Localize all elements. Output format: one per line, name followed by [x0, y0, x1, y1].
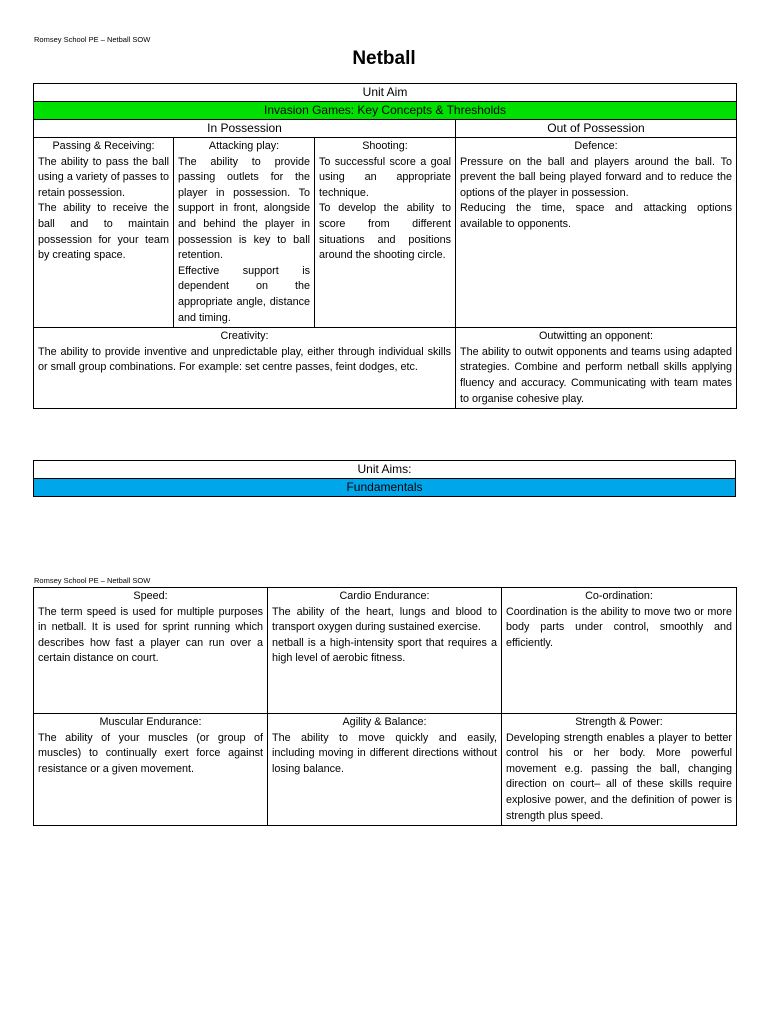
page-title: Netball: [352, 48, 416, 69]
attacking-text-2: Effective support is dependent on the appropriate angle, distance and timing.: [178, 264, 310, 324]
coordination-text: Coordination is the ability to move two or more body parts under control, smoothly and efficiently.: [506, 605, 732, 649]
coordination-heading: Co-ordination:: [585, 590, 653, 602]
shooting-text-1: To successful score a goal using an appropriate technique.: [319, 155, 451, 199]
unit-aim-label: Unit Aim: [34, 84, 737, 102]
invasion-games-banner: Invasion Games: Key Concepts & Thresholds: [34, 102, 737, 120]
speed-heading: Speed:: [133, 590, 168, 602]
cardio-text-2: netball is a high-intensity sport that requires a high level of aerobic fitness.: [272, 636, 497, 665]
cardio-heading: Cardio Endurance:: [339, 590, 430, 602]
agility-cell: [268, 714, 502, 826]
page-header-2: Romsey School PE – Netball SOW: [34, 576, 151, 585]
agility-heading: Agility & Balance:: [342, 716, 427, 728]
cardio-cell: [268, 588, 502, 714]
fundamentals-table: [33, 587, 737, 826]
creativity-cell: [34, 328, 456, 409]
muscular-heading: Muscular Endurance:: [99, 716, 202, 728]
speed-text: The term speed is used for multiple purposes in netball. It is used for sprint running which describes how fast a player can run over a certain distance on court.: [38, 605, 263, 665]
shooting-heading: Shooting:: [362, 140, 408, 152]
muscular-text: The ability of your muscles (or group of muscles) to continually exert force against resistance or a given movement.: [38, 731, 263, 775]
strength-text: Developing strength enables a player to better control his or her body. More powerful movement e.g. passing the ball, changing direction on court– all of these skills require explosive power, and the definition of power is strength plus speed.: [506, 731, 732, 822]
speed-cell: [34, 588, 268, 714]
shooting-text-2: To develop the ability to score from different situations and positions around the shooting circle.: [319, 202, 451, 262]
shooting-cell: [315, 138, 456, 328]
coordination-cell: [502, 588, 737, 714]
page-header: Romsey School PE – Netball SOW: [34, 35, 151, 44]
strength-heading: Strength & Power:: [575, 716, 663, 728]
defence-text-1: Pressure on the ball and players around the ball. To prevent the ball being played forward and to reduce the options of the player in possession.: [460, 155, 732, 199]
attacking-heading: Attacking play:: [208, 140, 280, 152]
defence-heading: Defence:: [574, 140, 618, 152]
out-of-possession-heading: Out of Possession: [456, 120, 737, 138]
passing-heading: Passing & Receiving:: [52, 140, 155, 152]
cardio-text-1: The ability of the heart, lungs and blood to transport oxygen during sustained exercise.: [272, 605, 497, 634]
muscular-cell: [34, 714, 268, 826]
defence-text-2: Reducing the time, space and attacking options available to opponents.: [460, 202, 732, 230]
fundamentals-banner: Fundamentals: [34, 479, 736, 497]
agility-text: The ability to move quickly and easily, including moving in different directions without losing balance.: [272, 731, 497, 775]
passing-text-1: The ability to pass the ball using a variety of passes to retain possession.: [38, 155, 169, 199]
attacking-text-1: The ability to provide passing outlets for the player in possession. To support in front, alongside and behind the player in possession is key to ball retention.: [178, 155, 310, 262]
outwitting-text: The ability to outwit opponents and teams using adapted strategies. Combine and perform netball skills applying fluency and accuracy. Communicating with team mates to organise cohesive play.: [460, 345, 732, 405]
creativity-text: The ability to provide inventive and unpredictable play, either through individual skills or small group combinations. For example: set centre passes, feint dodges, etc.: [38, 345, 451, 374]
in-possession-heading: In Possession: [34, 120, 456, 138]
outwitting-heading: Outwitting an opponent:: [538, 330, 654, 343]
passing-text-2: The ability to receive the ball and to maintain possession for your team by creating space.: [38, 202, 169, 262]
attacking-cell: [174, 138, 315, 328]
defence-cell: [456, 138, 737, 328]
unit-aim-table: [33, 83, 737, 409]
outwitting-cell: [456, 328, 737, 409]
creativity-heading: Creativity:: [220, 330, 269, 343]
strength-cell: [502, 714, 737, 826]
unit-aims-table: [33, 460, 736, 497]
unit-aims-label: Unit Aims:: [34, 461, 736, 479]
passing-cell: [34, 138, 174, 328]
